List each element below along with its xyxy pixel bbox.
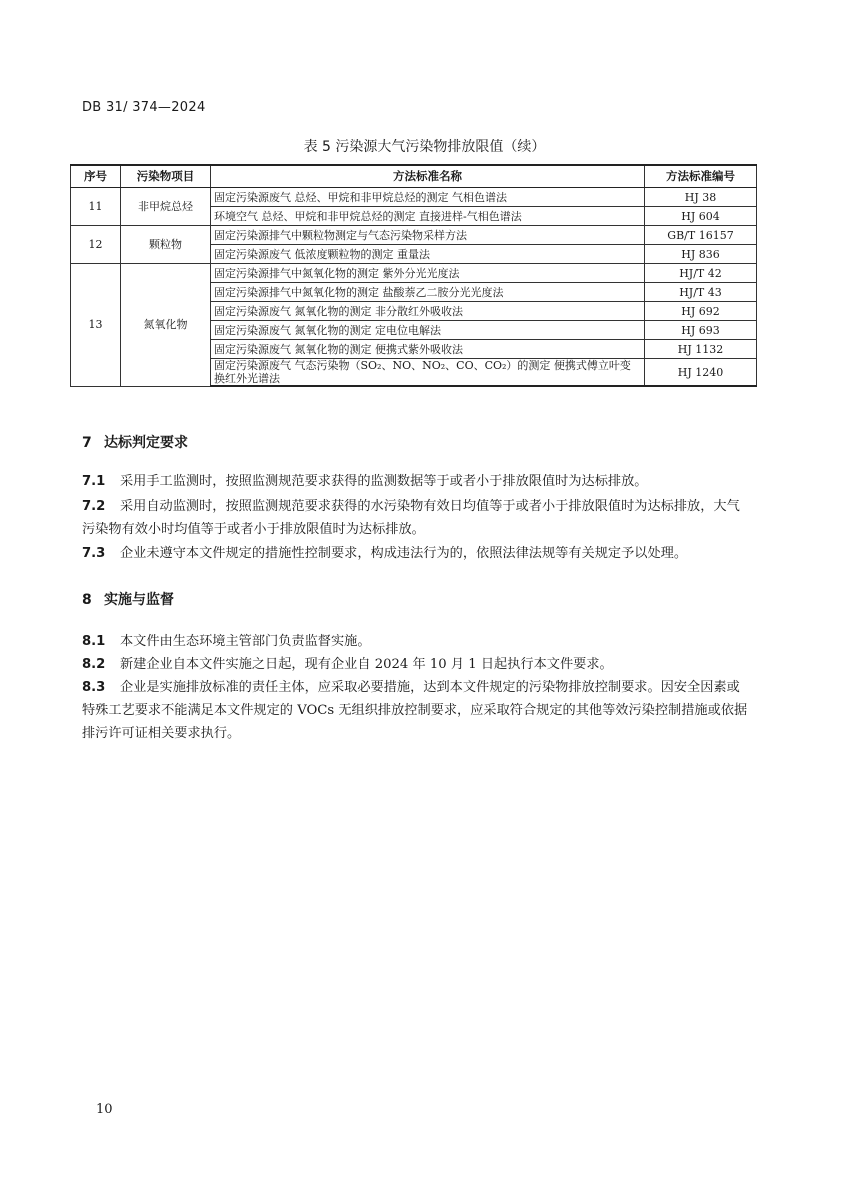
- section-title: 达标判定要求: [104, 435, 188, 451]
- col-header-no: 序号: [71, 165, 121, 188]
- pollutant-item: 非甲烷总烃: [121, 188, 211, 226]
- clause-number: 8.2: [82, 657, 106, 672]
- table-row: [71, 226, 757, 245]
- clause-7-2: [82, 495, 752, 541]
- document-id: DB 31/ 374—2024: [82, 100, 206, 115]
- col-header-item: 污染物项目: [121, 165, 211, 188]
- clause-text: 新建企业自本文件实施之日起，现有企业自 2024 年 10 月 1 日起执行本文件要求。: [120, 657, 613, 672]
- method-name: 固定污染源废气 氮氧化物的测定 定电位电解法: [211, 321, 645, 340]
- clause-number: 7.3: [82, 546, 106, 561]
- method-name: 固定污染源废气 氮氧化物的测定 便携式紫外吸收法: [211, 340, 645, 359]
- table-title: 表 5 污染源大气污染物排放限值（续）: [303, 139, 546, 155]
- row-number: 13: [71, 264, 121, 387]
- col-header-method-name: 方法标准名称: [211, 165, 645, 188]
- clause-8-3: [82, 676, 752, 745]
- clause-7-3: [82, 542, 752, 565]
- clause-7-1: [82, 470, 752, 493]
- section-title: 实施与监督: [104, 592, 174, 608]
- table-row: [71, 264, 757, 283]
- method-name: 固定污染源废气 低浓度颗粒物的测定 重量法: [211, 245, 645, 264]
- method-code: HJ/T 42: [645, 264, 757, 283]
- col-header-method-code: 方法标准编号: [645, 165, 757, 188]
- method-code: HJ/T 43: [645, 283, 757, 302]
- method-name: 固定污染源排气中氮氧化物的测定 紫外分光光度法: [211, 264, 645, 283]
- method-name: 固定污染源排气中氮氧化物的测定 盐酸萘乙二胺分光光度法: [211, 283, 645, 302]
- section-number: 8: [82, 592, 92, 608]
- table-header-row: [71, 165, 757, 188]
- clause-8-2: [82, 653, 752, 676]
- row-number: 12: [71, 226, 121, 264]
- clause-number: 8.3: [82, 680, 106, 695]
- method-code: GB/T 16157: [645, 226, 757, 245]
- section-7-heading: [82, 432, 188, 452]
- clause-number: 7.2: [82, 499, 106, 514]
- method-name: 固定污染源废气 氮氧化物的测定 非分散红外吸收法: [211, 302, 645, 321]
- clause-text: 本文件由生态环境主管部门负责监督实施。: [120, 634, 371, 649]
- method-code: HJ 604: [645, 207, 757, 226]
- method-code: HJ 38: [645, 188, 757, 207]
- section-number: 7: [82, 435, 92, 451]
- pollutant-item: 氮氧化物: [121, 264, 211, 387]
- clause-text: 采用手工监测时，按照监测规范要求获得的监测数据等于或者小于排放限值时为达标排放。: [120, 474, 648, 489]
- clause-8-1: [82, 630, 752, 653]
- clause-number: 8.1: [82, 634, 106, 649]
- method-code: HJ 693: [645, 321, 757, 340]
- method-code: HJ 692: [645, 302, 757, 321]
- clause-text: 采用自动监测时，按照监测规范要求获得的水污染物有效日均值等于或者小于排放限值时为达标排放，大气污染物有效小时均值等于或者小于排放限值时为达标排放。: [82, 499, 740, 537]
- method-code: HJ 1240: [645, 359, 757, 387]
- method-code: HJ 1132: [645, 340, 757, 359]
- method-name: 固定污染源废气 总烃、甲烷和非甲烷总烃的测定 气相色谱法: [211, 188, 645, 207]
- clause-text: 企业是实施排放标准的责任主体，应采取必要措施，达到本文件规定的污染物排放控制要求。因安全因素或特殊工艺要求不能满足本文件规定的 VOCs 无组织排放控制要求，应采取符合规定的其他等效污染控制措施或依据排污许可证相关要求执行。: [82, 680, 748, 741]
- clause-number: 7.1: [82, 474, 106, 489]
- method-name: 固定污染源排气中颗粒物测定与气态污染物采样方法: [211, 226, 645, 245]
- row-number: 11: [71, 188, 121, 226]
- method-name: 固定污染源废气 气态污染物（SO₂、NO、NO₂、CO、CO₂）的测定 便携式傅立叶变换红外光谱法: [211, 359, 645, 387]
- table-row: [71, 188, 757, 207]
- method-name: 环境空气 总烃、甲烷和非甲烷总烃的测定 直接进样-气相色谱法: [211, 207, 645, 226]
- pollutant-item: 颗粒物: [121, 226, 211, 264]
- clause-text: 企业未遵守本文件规定的措施性控制要求，构成违法行为的，依照法律法规等有关规定予以处理。: [120, 546, 688, 561]
- section-8-heading: [82, 589, 174, 609]
- method-standards-table: [70, 164, 757, 387]
- method-code: HJ 836: [645, 245, 757, 264]
- page-number: 10: [96, 1102, 113, 1117]
